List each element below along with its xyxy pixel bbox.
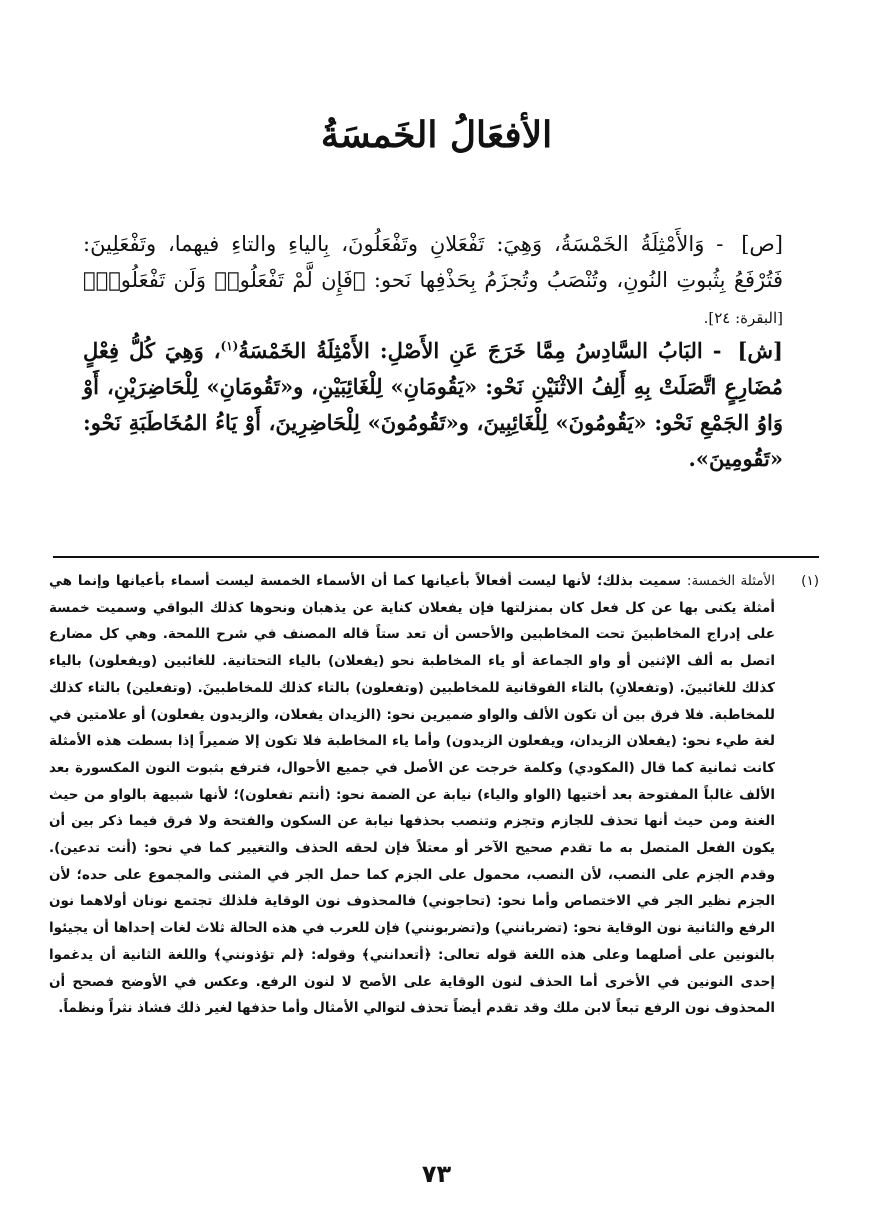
matn-text: - وَالأَمْثِلَةُ الخَمْسَةُ، وَهِيَ: تَفْعَلانِ وتَفْعَلُونَ، بِالياءِ والتاءِ فيهما، وتَفْعَلِينَ: فَتُرْفَعُ بِثُبوتِ النُونِ، وتُنْصَبُ وتُجزَمُ بِحَذْفِها نَحو: ﴿فَإِن لَّمْ تَفْعَلُوا۟ وَلَن تَفْعَلُوا۟﴾ — [83, 232, 783, 292]
sharh-text-start: - البَابُ السَّادِسُ مِمَّا خَرَجَ عَنِ الأَصْلِ: الأَمْثِلَةُ الخَمْسَةُ — [238, 338, 722, 363]
matn-tag: [ص] — [741, 232, 783, 256]
page-number: ٧٣ — [421, 1160, 452, 1188]
footnote-marker[interactable]: (١) — [220, 339, 239, 353]
sharh-tag: [ش] — [737, 338, 783, 363]
sharh-text-end: ، وَهِيَ كُلُّ فِعْلٍ مُضَارِعٍ اتَّصَلَتْ بِهِ أَلِفُ الاثْنَيْنِ نَحْو: «يَقُومَانِ» لِلْغَائِبَيْنِ، و«تَقُومَانِ» لِلْحَاضِرَيْنِ، أَوْ وَاوُ الجَمْعِ نَحْو: «يَقُومُونَ» لِلْغَائِبِينَ، و«تَقُومُونَ» لِلْحَاضِرِينَ، أَوْ يَاءُ المُخَاطَبَةِ نَحْو: «تَقُومِينَ». — [83, 338, 783, 471]
footnote-label: الأمثلة الخمسة: — [686, 573, 776, 589]
sharh-paragraph — [83, 333, 783, 477]
quran-reference: [البقرة: ٢٤]. — [703, 309, 783, 327]
matn-paragraph — [83, 226, 783, 336]
footnote-text: سميت بذلك؛ لأنها ليست أفعالاً بأعيانها كما أن الأسماء الخمسة ليست أسماء بأعيانها وإنما هي أمثلة يكنى بها عن كل فعل كان بمنزلتها فإن يفعلان كناية عن يذهبان ونحوها كذلك البواقي وسميت خمسة على إدراج المخاطبينَ تحت المخاطبين والأحسن أن تعد ستاً قاله المصنف في شرح اللمحة. وهي كل مضارع اتصل به ألف الإثنين أو واو الجماعة أو ياء المخاطبة نحو (يفعلان) بالياء التحتانية. للغائبين (ويفعلون) بالياء كذلك للغائبينَ. (وتفعلانِ) بالتاء الفوقانية للمخاطبين (وتفعلون) بالتاء كذلك للمخاطبينَ. (وتفعلين) بالتاء كذلك للمخاطبة. فلا فرق بين أن تكون الألف والواو ضميرين نحو: (الزيدان يفعلان، والزيدون يفعلون) أو علامتين في لغة طيء نحو: (يفعلان الزيدان، ويفعلون الزيدون) وأما ياء المخاطبة فلا تكون إلا ضميراً إذا بسطت هذه الأمثلة كانت ثمانية كما قال (المكودي) وكلمة خرجت عن الأصل في جميع الأحوال، فترفع بثبوت النون المكسورة بعد الألف غالباً المفتوحة بعد أختيها (الواو والياء) نيابة عن الضمة نحو: (أنتم تفعلون)؛ لأنها شبيهة بالواو من حيث الغنة ومن حيث أنها تحذف للجازم وتجزم وتنصب بحذفها نيابة عن السكون والفتحة ولا فرق فيما ذكر بين أن يكون الفعل المتصل به ما تقدم صحيح الآخر أو معتلاً فإن لحقه الحذف والتغيير كما في نحو: (أنت تدعين). وقدم الجزم على النصب، لأن النصب، محمول على الجزم كما حمل الجر في المثنى والمجموع على حده؛ لأن الجزم نظير الجر في الاختصاص وأما نحو: (تحاجوني) فالمحذوف نون الوقاية فلذلك تجتمع نونان أولاهما نون الرفع والثانية نون الوقاية نحو: (تضربانني) و(تضربونني) فإن للعرب في هذه الحالة ثلاث لغات إحداها أن يجيئوا بالنونين على أصلهما وعلى هذه اللغة قوله تعالى: ﴿أتعدانني﴾ وقوله: ﴿لم تؤذونني﴾ واللغة الثانية أن يدغموا إحدى النونين في الأخرى أما الحذف لنون الوقاية على الأصح لا لنون الرفع. وعكس في الأوضح فصحح أن المحذوف نون الرفع تبعاً لابن ملك وقد تقدم أيضاً تحذف لتوالي الأمثال وأما حذفها لغير ذلك فشاذ نثراً ونظماً. — [49, 573, 775, 1017]
footnote-body — [49, 568, 775, 1022]
chapter-title: الأفعَالُ الخَمسَةُ — [320, 114, 553, 156]
footnote-separator — [53, 556, 819, 558]
footnote — [49, 568, 819, 1022]
footnote-number: (١) — [801, 573, 819, 589]
